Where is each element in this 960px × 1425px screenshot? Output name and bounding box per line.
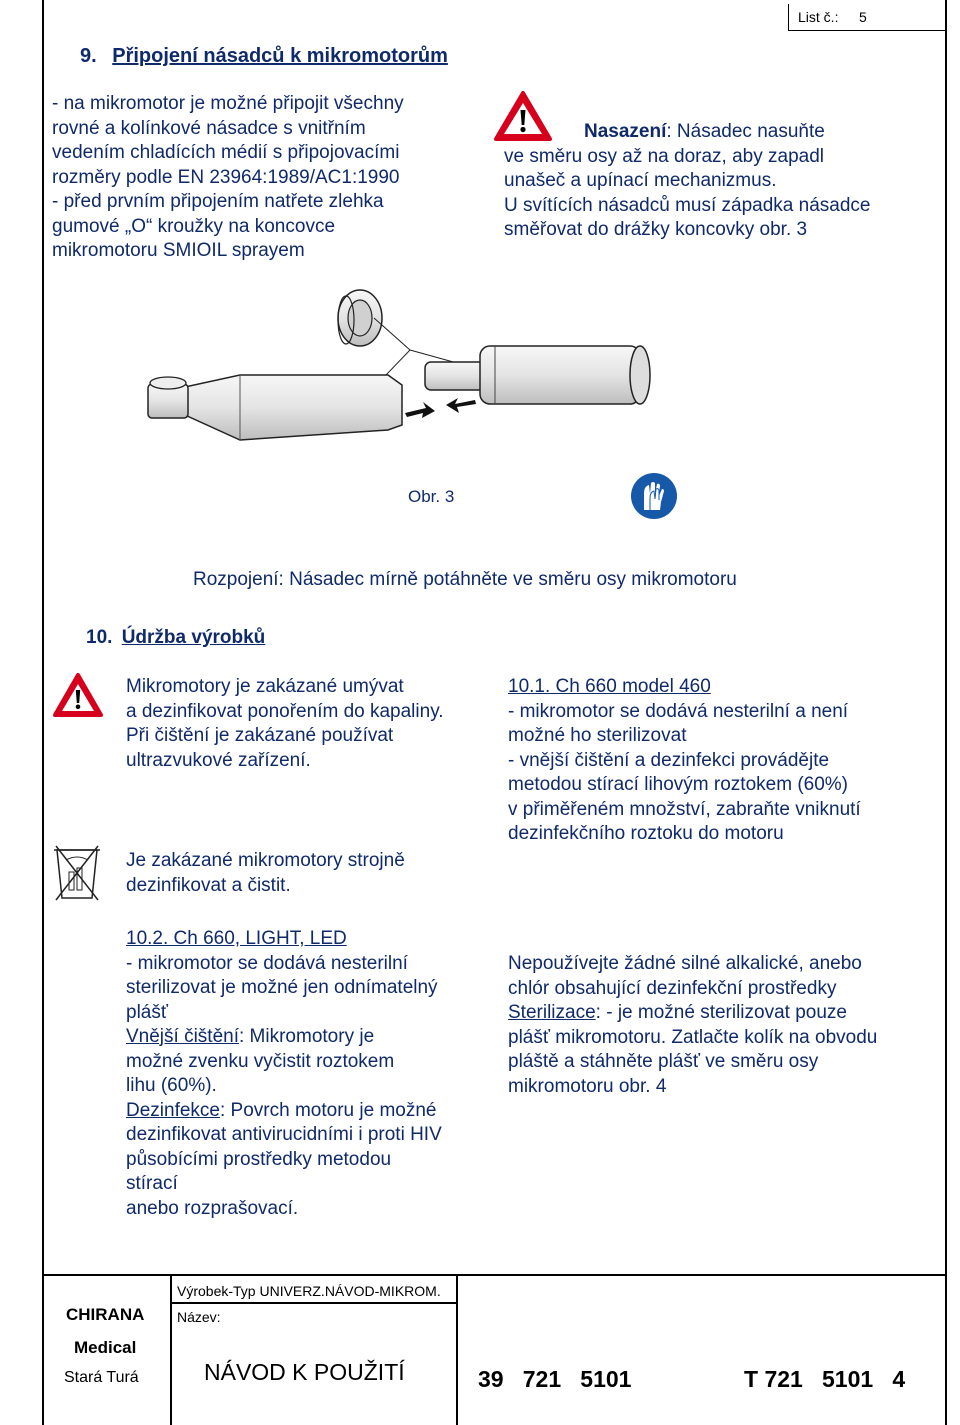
dezinfekce-first: : Povrch motoru je možné [220, 1099, 437, 1121]
intro-line: rozměry podle EN 23964:1989/AC1:1990 [52, 166, 400, 188]
section9-heading [80, 44, 448, 69]
warning-line: a dezinfikovat ponořením do kapaliny. [126, 700, 444, 722]
gloves-mandatory-icon [630, 472, 678, 520]
warning-line: Při čištění je zakázané používat [126, 725, 394, 746]
warning-triangle-icon [52, 672, 104, 718]
right-line: Nepoužívejte žádné silné alkalické, anebo [508, 953, 862, 974]
right-line: pláště a stáhněte plášť ve směru osy [508, 1051, 819, 1072]
document-code-1: 39 721 5101 [478, 1366, 632, 1392]
s101-line: v přiměřeném množství, zabraňte vniknutí [508, 798, 861, 820]
sterilizace-first-line [508, 1001, 877, 1026]
intro-line: gumové „O“ kroužky na koncovce [52, 215, 336, 237]
nomachine-text [126, 849, 405, 898]
nomachine-line: dezinfikovat a čistit. [126, 874, 291, 896]
frame-right [945, 0, 947, 1425]
intro-line: - na mikromotor je možné připojit všechny [52, 93, 404, 114]
vnejsi-label: Vnější čištění [126, 1026, 239, 1047]
dezinfekce-line: anebo rozprašovací. [126, 1197, 299, 1219]
company-name: CHIRANA [66, 1305, 145, 1324]
nasazeni-first: : Násadec nasuňte [666, 121, 825, 142]
no-machine-wash-icon [52, 842, 102, 902]
warning-line: ultrazvukové zařízení. [126, 749, 311, 771]
s101-line: - vnější čištění a dezinfekci provádějte [508, 749, 830, 771]
nasazeni-block [504, 120, 870, 243]
s102-line: sterilizovat je možné jen odnímatelný [126, 977, 438, 998]
document-code-2: T 721 5101 4 [744, 1366, 906, 1392]
footer-divider-1 [170, 1276, 172, 1425]
s101-line: dezinfekčního roztoku do motoru [508, 823, 784, 844]
s101-line: - mikromotor se dodává nesterilní a není [508, 700, 849, 722]
vnejsi-first: : Mikromotory je [239, 1026, 375, 1047]
s101-line: možné ho sterilizovat [508, 725, 687, 746]
company-city: Stará Turá [64, 1369, 139, 1386]
section101 [508, 675, 861, 847]
intro-line: - před prvním připojením natřete zlehka [52, 191, 384, 212]
s102-line: - mikromotor se dodává nesterilní [126, 952, 408, 974]
nasazeni-line: ve směru osy až na doraz, aby zapadl [504, 145, 825, 167]
vnejsi-line: možné zvenku vyčistit roztokem [126, 1050, 395, 1072]
company-division: Medical [74, 1338, 137, 1357]
nasazeni-line: unašeč a upínací mechanizmus. [504, 170, 777, 191]
nomachine-line: Je zakázané mikromotory strojně [126, 850, 405, 871]
dezinfekce-line: dezinfikovat antivirucidními i proti HIV [126, 1124, 442, 1145]
list-number: 5 [859, 9, 867, 25]
right-column-lower [508, 952, 877, 1099]
document-title: NÁVOD K POUŽITÍ [204, 1359, 405, 1385]
rozpojeni-text: Rozpojení: Násadec mírně potáhněte ve směru osy mikromotoru [193, 569, 737, 590]
nasazeni-label: Nasazení [584, 121, 667, 142]
section10-number: 10. [86, 627, 113, 648]
right-line: chlór obsahující dezinfekční prostředky [508, 977, 837, 999]
dezinfekce-line: působícími prostředky metodou [126, 1148, 392, 1170]
section102 [126, 927, 442, 1221]
section102-title: 10.2. Ch 660, LIGHT, LED [126, 928, 347, 949]
list-label: List č.: [798, 9, 839, 25]
sterilizace-first: : - je možné sterilizovat pouze [595, 1002, 847, 1023]
handpiece-illustration [130, 280, 690, 460]
s102-line: plášť [126, 1001, 168, 1023]
s101-line: metodou stírací lihovým roztokem (60%) [508, 774, 849, 795]
frame-footer-top [42, 1274, 947, 1276]
warning-text [126, 675, 444, 773]
section9-intro [52, 92, 404, 264]
nasazeni-line: směřovat do drážky koncovky obr. 3 [504, 219, 808, 240]
section9-number: 9. [80, 45, 97, 67]
dezinfekce-first-line [126, 1099, 442, 1124]
dezinfekce-label: Dezinfekce [126, 1099, 220, 1121]
section10-heading [86, 626, 265, 651]
section101-title: 10.1. Ch 660 model 460 [508, 676, 711, 697]
vnejsi-first-line [126, 1025, 442, 1050]
list-number-box [788, 4, 947, 31]
right-line: mikromotoru obr. 4 [508, 1075, 667, 1097]
section9-title: Připojení násadců k mikromotorům [112, 45, 448, 67]
footer-row-line [172, 1302, 456, 1304]
dezinfekce-line: stírací [126, 1173, 178, 1194]
warning-line: Mikromotory je zakázané umývat [126, 676, 404, 697]
intro-line: vedením chladících médií s připojovacími [52, 142, 400, 163]
nazev-label: Název: [177, 1309, 221, 1325]
intro-line: rovné a kolínkové násadce s vnitřním [52, 117, 366, 139]
vyrobek-typ: Výrobek-Typ UNIVERZ.NÁVOD-MIKROM. [177, 1283, 441, 1299]
section10-title: Údržba výrobků [121, 627, 266, 648]
figure-caption: Obr. 3 [408, 487, 455, 506]
footer-divider-2 [456, 1276, 458, 1425]
intro-line: mikromotoru SMIOIL sprayem [52, 240, 305, 261]
right-line: plášť mikromotoru. Zatlačte kolík na obvodu [508, 1026, 878, 1048]
nasazeni-line: U svítících násadců musí západka násadce [504, 194, 871, 216]
nasazeni-first-line [504, 120, 870, 145]
sterilizace-label: Sterilizace [508, 1002, 596, 1023]
frame-left [42, 0, 44, 1425]
vnejsi-line: lihu (60%). [126, 1075, 217, 1096]
